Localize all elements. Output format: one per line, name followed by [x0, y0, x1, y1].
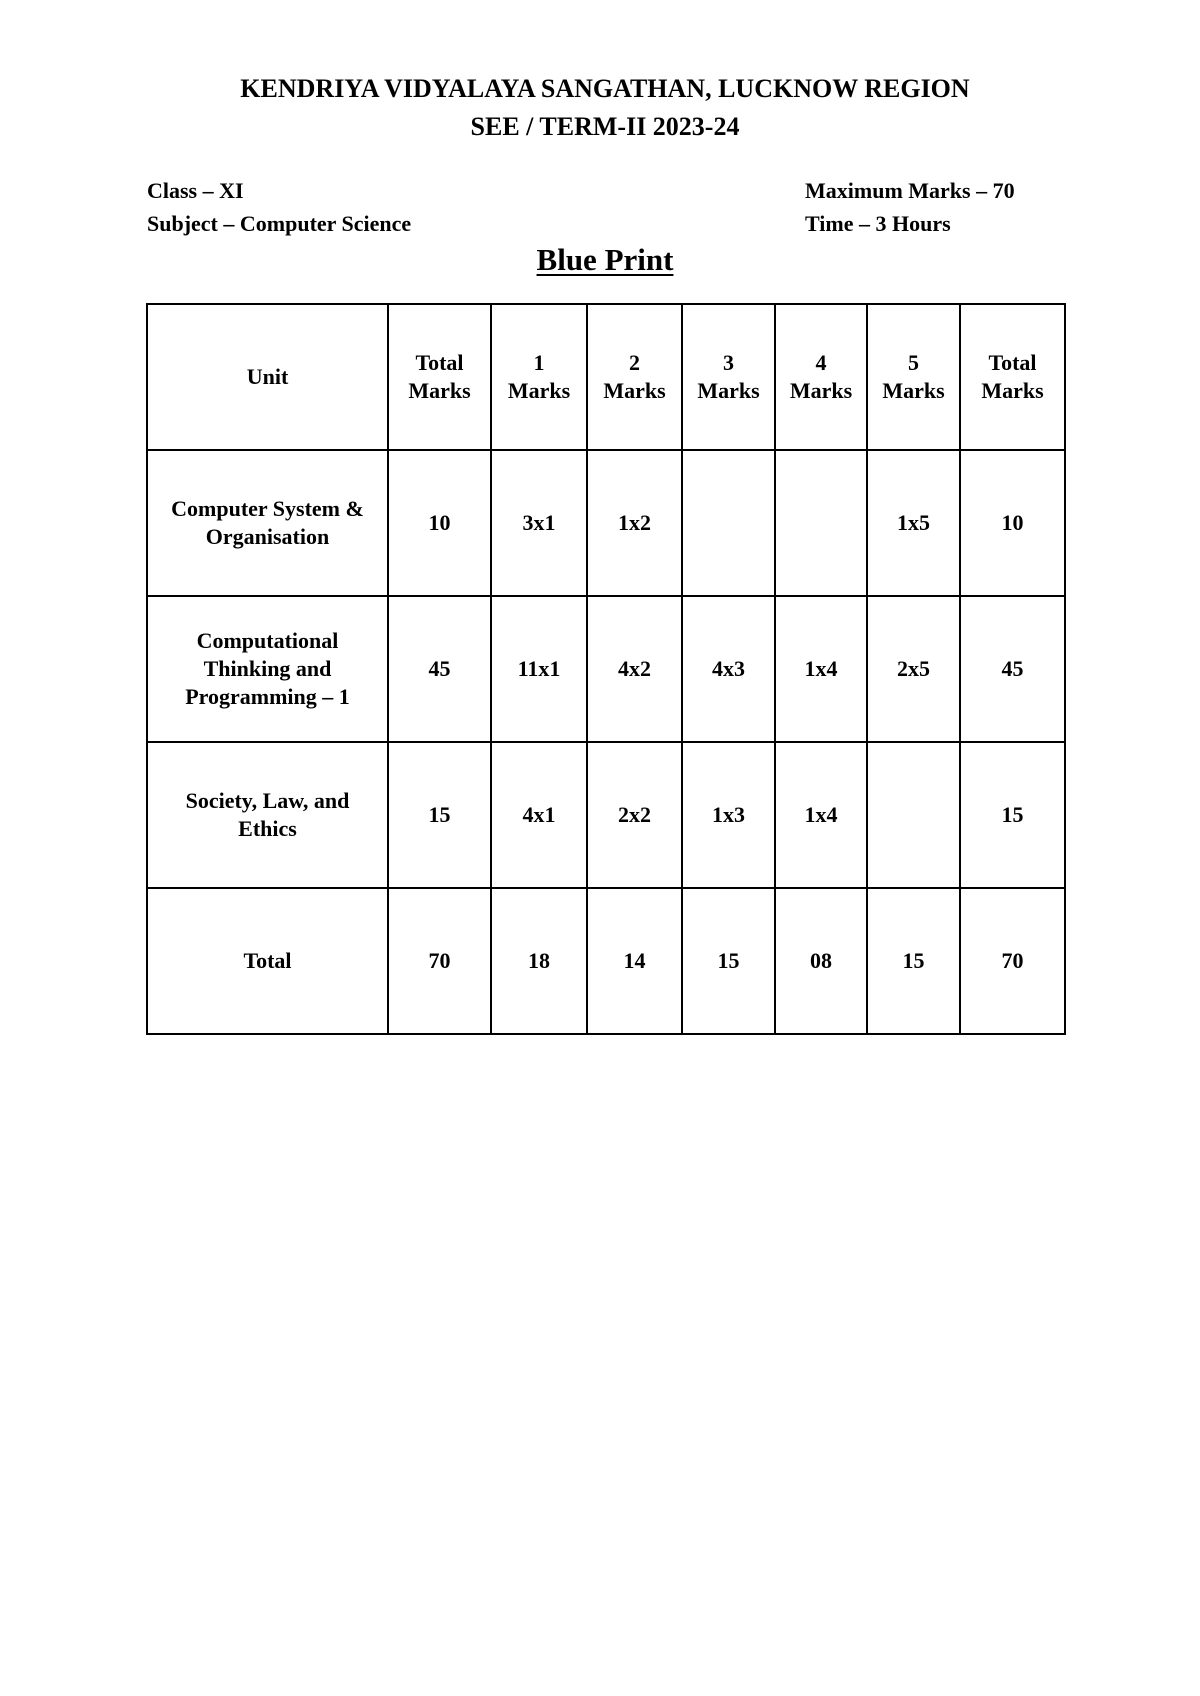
table-cell: 11x1 — [491, 596, 587, 742]
table-cell: 70 — [960, 888, 1065, 1034]
table-cell: 15 — [682, 888, 775, 1034]
table-cell: 2x2 — [587, 742, 682, 888]
meta-right — [805, 174, 1015, 240]
header-5-marks — [867, 304, 960, 450]
subject-label: Subject – Computer Science — [147, 211, 412, 236]
unit-cell: Computational Thinking and Programming – 1 — [147, 596, 388, 742]
header-text: Marks — [697, 378, 760, 403]
header-text: Marks — [507, 378, 571, 403]
header-unit — [147, 304, 388, 450]
header-text: Marks — [408, 378, 471, 403]
table-cell: 15 — [960, 742, 1065, 888]
table-cell: 1x3 — [682, 742, 775, 888]
table-cell: 14 — [587, 888, 682, 1034]
unit-cell: Total — [147, 888, 388, 1034]
meta-left — [147, 174, 411, 240]
table-total-row — [147, 888, 1065, 1034]
table-cell — [867, 742, 960, 888]
exam-title: SEE / TERM-II 2023-24 — [470, 112, 740, 141]
header-text: 1 — [533, 350, 545, 375]
table-cell: 1x5 — [867, 450, 960, 596]
table-cell: 08 — [775, 888, 867, 1034]
page-header — [0, 70, 1200, 146]
table-cell: 70 — [388, 888, 491, 1034]
table-cell — [682, 450, 775, 596]
time-label: Time – 3 Hours — [805, 211, 951, 236]
max-marks-label: Maximum Marks – 70 — [805, 178, 1015, 203]
header-text: Marks — [603, 378, 666, 403]
table-cell: 2x5 — [867, 596, 960, 742]
table-row — [147, 742, 1065, 888]
table-cell: 3x1 — [491, 450, 587, 596]
blue-print-title-text: Blue Print — [536, 242, 674, 277]
header-text: Marks — [981, 378, 1044, 403]
unit-cell: Society, Law, and Ethics — [147, 742, 388, 888]
unit-cell: Computer System & Organisation — [147, 450, 388, 596]
header-text: Total — [415, 350, 464, 375]
table-cell: 45 — [388, 596, 491, 742]
organization-title: KENDRIYA VIDYALAYA SANGATHAN, LUCKNOW REGION — [240, 74, 970, 103]
header-2-marks — [587, 304, 682, 450]
table-cell: 4x1 — [491, 742, 587, 888]
table-cell: 1x4 — [775, 596, 867, 742]
table-cell: 4x2 — [587, 596, 682, 742]
header-total-marks — [388, 304, 491, 450]
header-text: Unit — [246, 364, 289, 389]
table-cell — [775, 450, 867, 596]
header-text: 4 — [815, 350, 827, 375]
table-cell: 15 — [867, 888, 960, 1034]
header-text: 2 — [629, 350, 640, 375]
header-3-marks — [682, 304, 775, 450]
table-cell: 1x4 — [775, 742, 867, 888]
table-cell: 15 — [388, 742, 491, 888]
header-text: Marks — [882, 378, 945, 403]
header-text: 5 — [908, 350, 919, 375]
table-cell: 45 — [960, 596, 1065, 742]
table-row — [147, 450, 1065, 596]
header-4-marks — [775, 304, 867, 450]
table-row — [147, 596, 1065, 742]
header-text: Total — [988, 350, 1037, 375]
table-cell: 10 — [960, 450, 1065, 596]
table-cell: 4x3 — [682, 596, 775, 742]
class-label: Class – XI — [147, 178, 244, 203]
header-total-marks-final — [960, 304, 1065, 450]
table-cell: 1x2 — [587, 450, 682, 596]
blueprint-table — [146, 303, 1066, 1035]
header-1-marks — [491, 304, 587, 450]
table-cell: 18 — [491, 888, 587, 1034]
table-header-row — [147, 304, 1065, 450]
header-text: 3 — [723, 350, 734, 375]
table-cell: 10 — [388, 450, 491, 596]
header-text: Marks — [789, 378, 853, 403]
blue-print-title — [0, 240, 1200, 280]
